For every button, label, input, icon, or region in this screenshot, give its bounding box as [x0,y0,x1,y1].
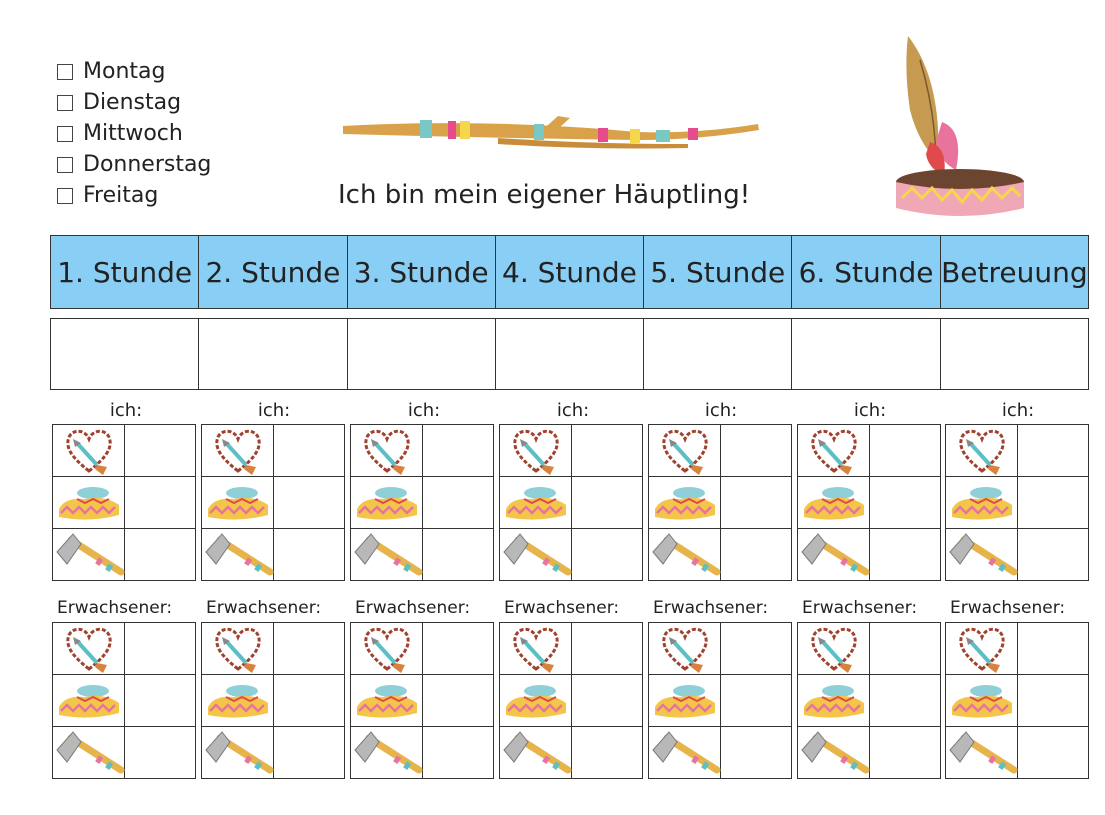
rating-cell[interactable] [572,425,643,477]
weekday-row[interactable] [57,56,211,87]
rating-grid [797,424,941,581]
hour-header: 3. Stunde [347,236,495,309]
hour-header: 5. Stunde [644,236,792,309]
rating-cell[interactable] [274,623,345,675]
rating-cell[interactable] [274,477,345,529]
checkbox[interactable] [57,64,73,80]
rating-cell[interactable] [870,477,941,529]
tomahawk-icon [500,730,571,776]
tomahawk-icon [649,532,720,578]
heart-arrow-icon [946,427,1017,475]
rating-cell[interactable] [721,675,792,727]
icon-cell [202,675,274,727]
icon-cell [946,425,1018,477]
entry-cell[interactable] [792,319,940,390]
rating-cell[interactable] [423,529,494,581]
feather-headband-illustration [880,30,1030,225]
rating-cell[interactable] [870,425,941,477]
hour-header: 1. Stunde [51,236,199,309]
tomahawk-icon [351,532,422,578]
headband-icon [202,483,273,523]
rating-grid [648,424,792,581]
adult-grids [50,622,1100,780]
icon-cell [202,425,274,477]
adult-labels [50,598,1100,620]
hours-entry-row [50,318,1089,390]
rating-label: ich: [556,400,590,421]
rating-label: ich: [704,400,738,421]
rating-label: ich: [853,400,887,421]
rating-label: Erwachsener: [653,598,769,618]
icon-cell [649,425,721,477]
entry-cell[interactable] [199,319,347,390]
headband-icon [946,483,1017,523]
checkbox[interactable] [57,126,73,142]
tomahawk-icon [53,532,124,578]
weekday-label: Donnerstag [83,152,212,177]
weekday-row[interactable] [57,118,211,149]
icon-cell [202,529,274,581]
rating-label: Erwachsener: [802,598,918,618]
tomahawk-icon [798,532,869,578]
rating-cell[interactable] [1018,675,1089,727]
rating-cell[interactable] [870,529,941,581]
icon-cell [798,425,870,477]
rating-cell[interactable] [721,727,792,779]
headband-icon [202,681,273,721]
icon-cell [500,675,572,727]
rating-grid [52,622,196,779]
rating-cell[interactable] [274,675,345,727]
weekday-label: Mittwoch [83,121,183,146]
rating-cell[interactable] [423,727,494,779]
checkbox[interactable] [57,157,73,173]
heart-arrow-icon [351,427,422,475]
icon-cell [946,623,1018,675]
rating-grid [945,424,1089,581]
rating-label: Erwachsener: [206,598,322,618]
headband-icon [946,681,1017,721]
headband-icon [649,483,720,523]
rating-label: Erwachsener: [57,598,173,618]
self-rating-section [50,400,1100,582]
icon-cell [53,425,125,477]
icon-cell [500,623,572,675]
rating-cell[interactable] [423,477,494,529]
rating-cell[interactable] [125,477,196,529]
heart-arrow-icon [500,427,571,475]
rating-cell[interactable] [274,425,345,477]
rating-label: ich: [257,400,291,421]
heart-arrow-icon [649,625,720,673]
rating-label: Erwachsener: [950,598,1066,618]
icon-cell [946,675,1018,727]
icon-cell [500,477,572,529]
rating-cell[interactable] [721,529,792,581]
rating-grid [797,622,941,779]
hours-header-row [50,235,1089,309]
icon-cell [798,529,870,581]
icon-cell [351,425,423,477]
rating-cell[interactable] [274,529,345,581]
tomahawk-icon [351,730,422,776]
icon-cell [202,477,274,529]
rating-grid [201,424,345,581]
rating-cell[interactable] [125,623,196,675]
icon-cell [500,425,572,477]
self-grids [50,424,1100,582]
tomahawk-icon [500,532,571,578]
icon-cell [649,623,721,675]
rating-cell[interactable] [125,425,196,477]
rating-label: Erwachsener: [355,598,471,618]
heart-arrow-icon [202,625,273,673]
rating-grid [945,622,1089,779]
rating-label: ich: [407,400,441,421]
tomahawk-icon [53,730,124,776]
page-title: Ich bin mein eigener Häuptling! [338,180,751,210]
rating-cell[interactable] [721,623,792,675]
entry-cell[interactable] [495,319,643,390]
rating-cell[interactable] [125,675,196,727]
rating-grid [350,622,494,779]
rating-grid [52,424,196,581]
rating-cell[interactable] [125,727,196,779]
icon-cell [202,727,274,779]
headband-icon [53,483,124,523]
hour-header: 4. Stunde [495,236,643,309]
entry-cell[interactable] [644,319,792,390]
rating-cell[interactable] [1018,623,1089,675]
headband-icon [351,681,422,721]
rating-grid [201,622,345,779]
tomahawk-icon [798,730,869,776]
icon-cell [53,675,125,727]
adult-rating-section [50,598,1100,780]
rating-grid [499,424,643,581]
icon-cell [202,623,274,675]
icon-cell [798,623,870,675]
rating-cell[interactable] [572,623,643,675]
hour-header: 6. Stunde [792,236,940,309]
weekday-row[interactable] [57,87,211,118]
icon-cell [351,477,423,529]
heart-arrow-icon [946,625,1017,673]
icon-cell [53,727,125,779]
hour-header: 2. Stunde [199,236,347,309]
rating-cell[interactable] [572,727,643,779]
icon-cell [798,477,870,529]
icon-cell [946,477,1018,529]
icon-cell [798,727,870,779]
entry-cell[interactable] [347,319,495,390]
rating-grid [648,622,792,779]
headband-icon [500,681,571,721]
icon-cell [649,727,721,779]
icon-cell [946,529,1018,581]
rating-cell[interactable] [721,477,792,529]
rating-cell[interactable] [125,529,196,581]
weekday-label: Dienstag [83,90,182,115]
rating-grid [350,424,494,581]
heart-arrow-icon [798,625,869,673]
rating-cell[interactable] [423,675,494,727]
hour-header: Betreuung [940,236,1088,309]
weekday-checklist [57,56,211,211]
self-labels [50,400,1100,422]
heart-arrow-icon [53,625,124,673]
rating-cell[interactable] [721,425,792,477]
weekday-row[interactable] [57,149,211,180]
icon-cell [351,675,423,727]
rating-label: Erwachsener: [504,598,620,618]
headband-icon [53,681,124,721]
icon-cell [500,727,572,779]
icon-cell [351,623,423,675]
heart-arrow-icon [351,625,422,673]
heart-arrow-icon [798,427,869,475]
painted-stick-illustration [338,108,763,160]
rating-cell[interactable] [274,727,345,779]
icon-cell [53,529,125,581]
rating-cell[interactable] [423,623,494,675]
headband-icon [500,483,571,523]
icon-cell [649,675,721,727]
rating-label: ich: [1001,400,1035,421]
heart-arrow-icon [500,625,571,673]
weekday-label: Freitag [83,183,159,208]
rating-cell[interactable] [423,425,494,477]
headband-icon [798,681,869,721]
tomahawk-icon [946,532,1017,578]
rating-cell[interactable] [572,529,643,581]
icon-cell [649,477,721,529]
weekday-row[interactable] [57,180,211,211]
icon-cell [798,675,870,727]
heart-arrow-icon [649,427,720,475]
rating-cell[interactable] [572,675,643,727]
weekday-label: Montag [83,59,166,84]
icon-cell [351,727,423,779]
rating-cell[interactable] [870,623,941,675]
checkbox[interactable] [57,188,73,204]
entry-cell[interactable] [940,319,1088,390]
tomahawk-icon [202,730,273,776]
rating-cell[interactable] [1018,727,1089,779]
icon-cell [53,623,125,675]
rating-cell[interactable] [870,727,941,779]
icon-cell [500,529,572,581]
headband-icon [351,483,422,523]
icon-cell [53,477,125,529]
rating-grid [499,622,643,779]
rating-cell[interactable] [870,675,941,727]
rating-cell[interactable] [1018,477,1089,529]
tomahawk-icon [202,532,273,578]
icon-cell [351,529,423,581]
heart-arrow-icon [53,427,124,475]
headband-icon [798,483,869,523]
rating-cell[interactable] [1018,529,1089,581]
icon-cell [946,727,1018,779]
checkbox[interactable] [57,95,73,111]
headband-icon [649,681,720,721]
rating-cell[interactable] [572,477,643,529]
tomahawk-icon [649,730,720,776]
tomahawk-icon [946,730,1017,776]
heart-arrow-icon [202,427,273,475]
rating-cell[interactable] [1018,425,1089,477]
icon-cell [649,529,721,581]
rating-label: ich: [109,400,143,421]
entry-cell[interactable] [51,319,199,390]
